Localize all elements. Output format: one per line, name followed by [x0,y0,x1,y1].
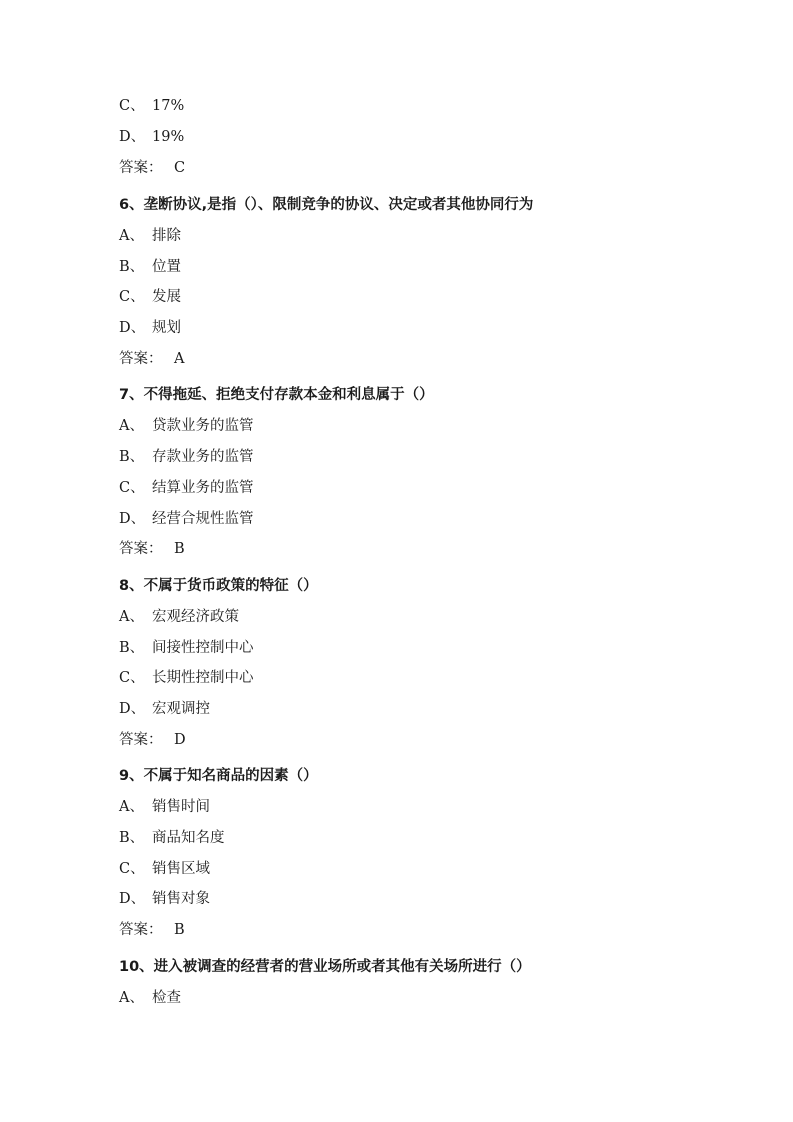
option-text: 宏观经济政策 [152,609,239,625]
option-text: 商品知名度 [152,830,225,846]
option-q5-c [119,97,184,115]
option-letter: A、 [119,609,144,625]
option-q5-d [119,128,184,146]
option-q10-a [119,989,181,1007]
option-letter: C、 [119,861,145,877]
answer-label: 答案： [119,541,163,557]
option-letter: A、 [119,418,144,434]
option-text: 19% [152,129,185,145]
option-text: 间接性控制中心 [152,640,254,656]
option-text: 经营合规性监管 [152,511,254,527]
option-letter: B、 [119,449,145,465]
option-letter: A、 [119,228,144,244]
answer-value: C [174,160,186,176]
answer-label: 答案： [119,732,163,748]
answer-label: 答案： [119,160,163,176]
answer-q7 [119,540,185,558]
option-q8-a [119,608,239,626]
option-text: 结算业务的监管 [152,480,254,496]
option-text: 排除 [152,228,181,244]
option-text: 17% [152,98,185,114]
option-q9-a [119,798,210,816]
answer-value: D [174,732,186,748]
answer-label: 答案： [119,922,163,938]
option-q6-b [119,258,181,276]
answer-value: A [174,351,185,367]
question-6: 6、垄断协议,是指（）、限制竞争的协议、决定或者其他协同行为 [119,197,534,213]
answer-q6 [119,350,184,368]
option-letter: C、 [119,289,145,305]
option-text: 规划 [152,320,181,336]
option-q8-d [119,700,210,718]
option-q7-d [119,510,254,528]
option-text: 宏观调控 [152,701,210,717]
option-letter: B、 [119,830,145,846]
option-text: 销售对象 [152,891,210,907]
option-letter: D、 [119,891,146,907]
option-letter: B、 [119,259,145,275]
option-letter: C、 [119,670,145,686]
answer-q8 [119,731,186,749]
option-letter: B、 [119,640,145,656]
option-letter: A、 [119,799,144,815]
question-8: 8、不属于货币政策的特征（） [119,578,318,594]
option-letter: D、 [119,511,146,527]
question-10: 10、进入被调查的经营者的营业场所或者其他有关场所进行（） [119,959,531,975]
option-letter: C、 [119,98,145,114]
option-q6-d [119,319,181,337]
answer-q5 [119,159,185,177]
option-letter: D、 [119,701,146,717]
option-q7-a [119,417,254,435]
option-q8-c [119,669,254,687]
answer-q9 [119,921,185,939]
answer-value: B [174,922,185,938]
option-q9-b [119,829,225,847]
option-q7-c [119,479,254,497]
option-text: 发展 [152,289,181,305]
option-text: 位置 [152,259,181,275]
option-letter: C、 [119,480,145,496]
option-letter: D、 [119,129,146,145]
option-q6-c [119,288,181,306]
option-text: 存款业务的监管 [152,449,254,465]
option-text: 销售区域 [152,861,210,877]
option-q9-c [119,860,210,878]
option-q7-b [119,448,254,466]
option-text: 长期性控制中心 [152,670,254,686]
option-text: 检查 [152,990,181,1006]
answer-label: 答案： [119,351,163,367]
option-text: 销售时间 [152,799,210,815]
option-q8-b [119,639,254,657]
option-q9-d [119,890,210,908]
question-9: 9、不属于知名商品的因素（） [119,768,318,784]
option-text: 贷款业务的监管 [152,418,254,434]
option-letter: D、 [119,320,146,336]
answer-value: B [174,541,185,557]
option-q6-a [119,227,181,245]
option-letter: A、 [119,990,144,1006]
question-7: 7、不得拖延、拒绝支付存款本金和利息属于（） [119,387,434,403]
